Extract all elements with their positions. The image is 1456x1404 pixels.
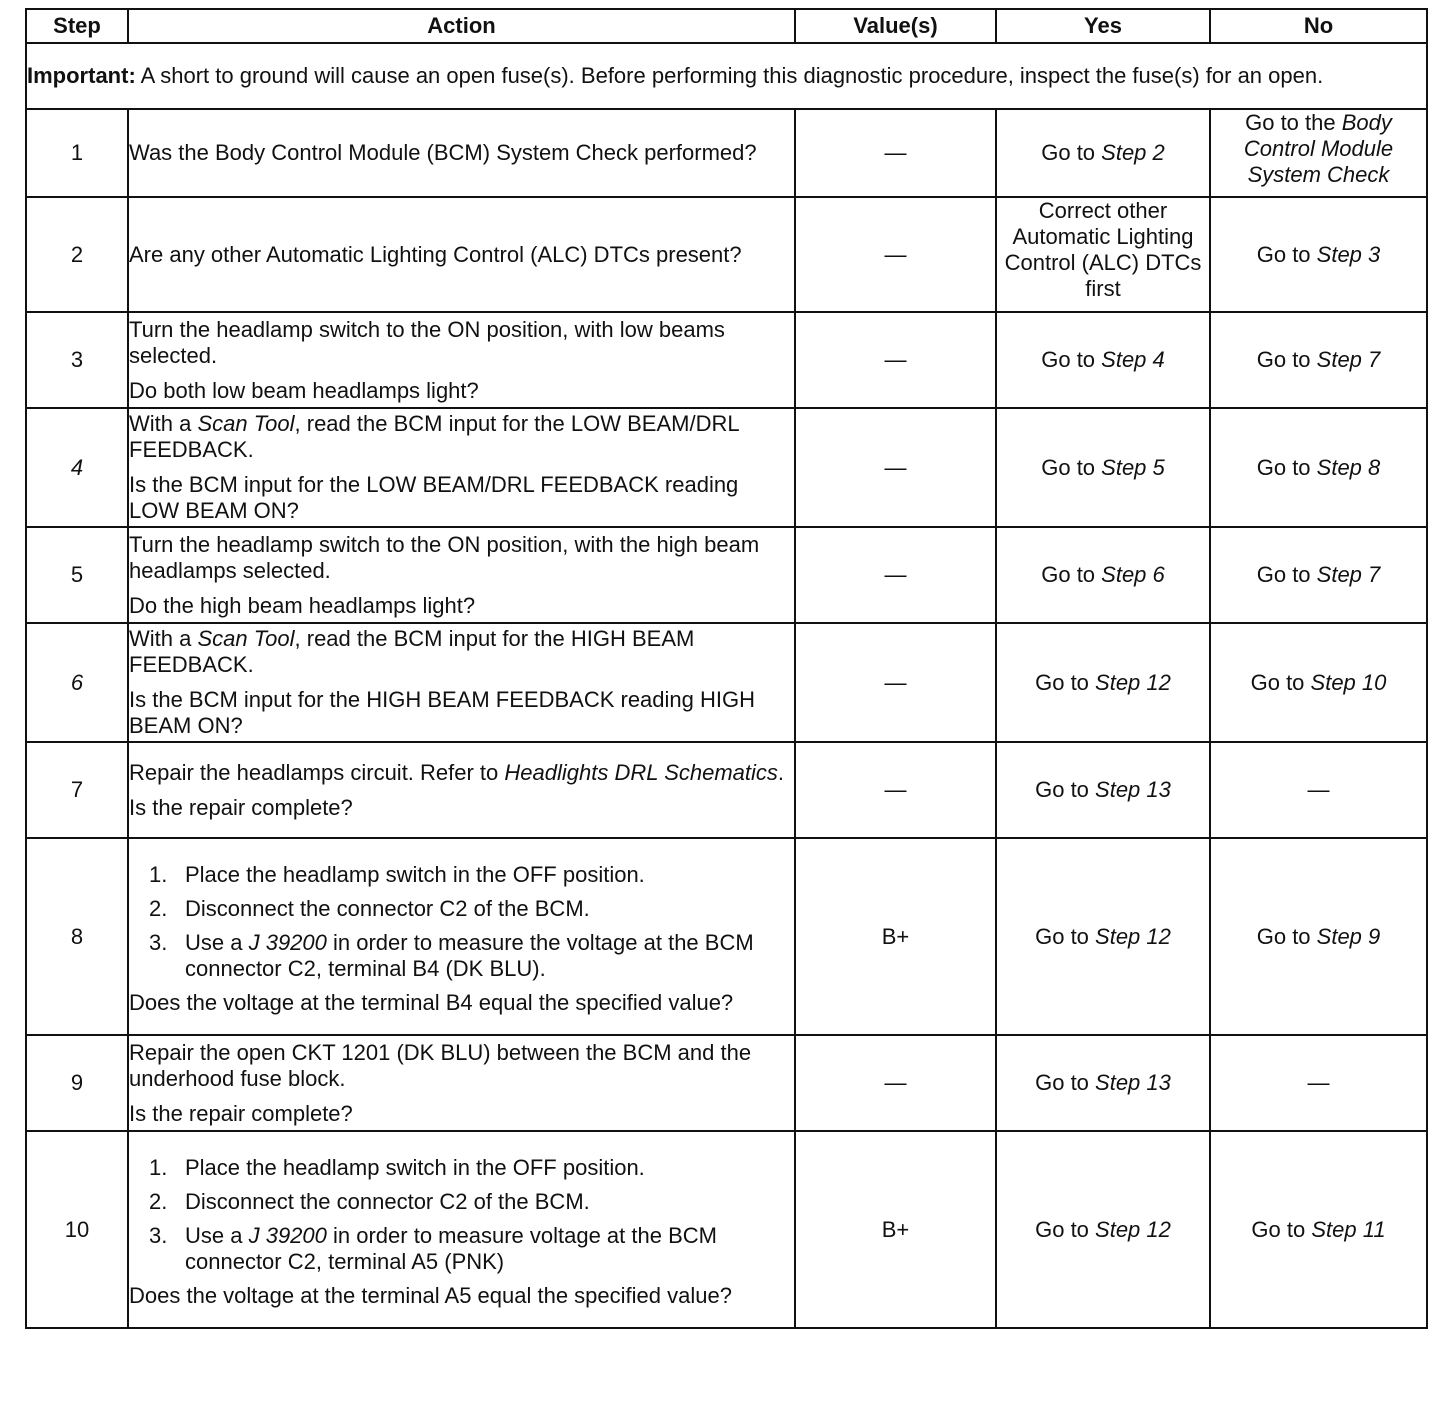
no-cell [1210,408,1427,527]
action-cell [128,623,795,742]
go-to-prefix: Go to [1041,347,1102,372]
no-cell: — [1210,742,1427,838]
value-cell: — [795,312,996,408]
action-instruction: Turn the headlamp switch to the ON position, with the high beam headlamps selected. [129,531,760,583]
go-to-prefix: Go to [1035,1216,1096,1242]
important-text: A short to ground will cause an open fuse(s). Before performing this diagnostic procedure, inspect the fuse(s) for an open. [135,63,1324,88]
diagnostic-table [25,8,1428,1329]
step-number: 5 [26,527,128,623]
action-instruction: Turn the headlamp switch to the ON position, with low beams selected. [129,316,725,368]
go-to-prefix: Go to [1041,140,1102,165]
go-to-prefix: Go to the [1245,110,1342,135]
table-row [26,742,1427,838]
action-question: Does the voltage at the terminal A5 equal the specified value? [129,1282,732,1308]
step-number: 1 [26,109,128,197]
action-instruction: Repair the headlamps circuit. Refer to Headlights DRL Schematics. [129,759,785,785]
important-row [26,43,1427,109]
value-cell: — [795,109,996,197]
table-row [26,408,1427,527]
go-to-prefix: Go to [1035,1070,1096,1095]
go-to-prefix: Go to [1035,669,1096,695]
value-cell: — [795,197,996,312]
tool-name: J 39200 [248,1222,327,1248]
step-number: 3 [26,312,128,408]
value-cell: — [795,623,996,742]
value-cell: — [795,742,996,838]
action-instruction: Repair the open CKT 1201 (DK BLU) between the BCM and the underhood fuse block. [129,1039,752,1091]
step-link[interactable]: Step 12 [1095,1216,1171,1242]
schematic-ref: Headlights DRL Schematics [504,759,778,785]
yes-cell [996,838,1210,1035]
action-instruction: With a Scan Tool, read the BCM input for the LOW BEAM/DRL FEEDBACK. [129,411,739,462]
step-number: 10 [26,1131,128,1328]
header-no: No [1210,9,1427,43]
no-cell: — [1210,1035,1427,1131]
step-link[interactable]: Step 7 [1316,562,1381,587]
action-cell [128,838,795,1035]
list-item: 2. Disconnect the connector C2 of the BCM. [149,1188,590,1214]
action-question: Is the BCM input for the HIGH BEAM FEEDBACK reading HIGH BEAM ON? [129,687,755,738]
no-cell [1210,312,1427,408]
action-cell [128,742,795,838]
go-to-prefix: Go to [1256,241,1317,267]
step-number: 8 [26,838,128,1035]
step-link[interactable]: Step 10 [1310,669,1387,695]
go-to-prefix: Go to [1041,562,1102,587]
step-number: 9 [26,1035,128,1131]
action-cell [128,408,795,527]
yes-cell [996,742,1210,838]
table-row [26,527,1427,623]
value-cell: — [795,1035,996,1131]
step-link[interactable]: Step 11 [1311,1216,1386,1242]
action-question: Is the BCM input for the LOW BEAM/DRL FEEDBACK reading LOW BEAM ON? [129,472,739,523]
step-link[interactable]: Step 13 [1095,1070,1171,1095]
important-note [26,43,1427,109]
yes-cell [996,1131,1210,1328]
yes-cell [996,312,1210,408]
go-to-prefix: Go to [1250,669,1311,695]
value-cell: B+ [795,838,996,1035]
step-link[interactable]: Step 2 [1101,140,1165,165]
action-question: Do the high beam headlamps light? [129,592,476,618]
tool-name: J 39200 [248,929,327,955]
no-cell [1210,197,1427,312]
no-cell [1210,109,1427,197]
step-link[interactable]: Step 12 [1095,669,1171,695]
go-to-prefix: Go to [1256,562,1317,587]
list-item: 3. Use a J 39200 in order to measure voltage at the BCM connector C2, terminal A5 (PNK) [149,1222,717,1274]
go-to-prefix: Go to [1256,347,1317,372]
action-cell [128,527,795,623]
value-cell: B+ [795,1131,996,1328]
step-link[interactable]: Step 8 [1316,454,1381,480]
action-question: Do both low beam headlamps light? [129,377,479,403]
step-number: 6 [26,623,128,742]
table-row [26,623,1427,742]
step-link[interactable]: Step 4 [1101,347,1165,372]
action-cell [128,1131,795,1328]
no-cell [1210,838,1427,1035]
list-item: 1. Place the headlamp switch in the OFF position. [149,1154,645,1180]
value-cell: — [795,408,996,527]
table-row [26,1131,1427,1328]
yes-cell [996,1035,1210,1131]
action-cell [128,109,795,197]
table-row [26,1035,1427,1131]
tool-name: Scan Tool [197,411,295,436]
table-row [26,109,1427,197]
step-link[interactable]: Step 7 [1316,347,1381,372]
no-cell [1210,527,1427,623]
action-cell [128,1035,795,1131]
go-to-prefix: Go to [1251,1216,1312,1242]
step-number: 7 [26,742,128,838]
step-link[interactable]: Step 9 [1316,923,1381,949]
step-link[interactable]: Step 3 [1316,241,1381,267]
value-cell: — [795,527,996,623]
yes-cell: Correct other Automatic Lighting Control (ALC) DTCs first [996,197,1210,312]
procedure-list [129,1155,794,1275]
action-question: Is the repair complete? [129,1100,353,1126]
header-action: Action [128,9,795,43]
table-row [26,838,1427,1035]
no-cell [1210,1131,1427,1328]
yes-cell [996,527,1210,623]
list-item: 1. Place the headlamp switch in the OFF position. [149,861,645,887]
yes-cell [996,623,1210,742]
list-item: 2. Disconnect the connector C2 of the BCM. [149,895,590,921]
action-question: Does the voltage at the terminal B4 equal the specified value? [129,989,734,1015]
step-link[interactable]: Step 5 [1101,454,1165,480]
procedure-list [129,862,794,982]
step-number: 4 [26,408,128,527]
step-number: 2 [26,197,128,312]
step-link[interactable]: Step 13 [1095,777,1171,802]
go-to-prefix: Go to [1035,777,1096,802]
table-row [26,312,1427,408]
action-question: Is the repair complete? [129,794,353,820]
go-to-prefix: Go to [1035,923,1096,949]
header-row [26,9,1427,43]
action-cell [128,312,795,408]
go-to-prefix: Go to [1256,454,1317,480]
step-link[interactable]: Step 6 [1101,562,1165,587]
table-row [26,197,1427,312]
action-question: Was the Body Control Module (BCM) System Check performed? [129,140,757,165]
action-cell [128,197,795,312]
go-to-prefix: Go to [1256,923,1317,949]
yes-cell [996,109,1210,197]
header-values: Value(s) [795,9,996,43]
action-question: Are any other Automatic Lighting Control (ALC) DTCs present? [129,241,742,267]
no-cell [1210,623,1427,742]
procedure-link[interactable]: Body Control Module System Check [1243,110,1394,187]
action-instruction: With a Scan Tool, read the BCM input for the HIGH BEAM FEEDBACK. [129,626,695,677]
header-yes: Yes [996,9,1210,43]
yes-cell [996,408,1210,527]
list-item: 3. Use a J 39200 in order to measure the voltage at the BCM connector C2, terminal B4 (DK BLU). [149,929,754,981]
tool-name: Scan Tool [197,626,295,651]
header-step: Step [26,9,128,43]
step-link[interactable]: Step 12 [1095,923,1171,949]
go-to-prefix: Go to [1041,454,1102,480]
important-label: Important: [27,63,136,88]
